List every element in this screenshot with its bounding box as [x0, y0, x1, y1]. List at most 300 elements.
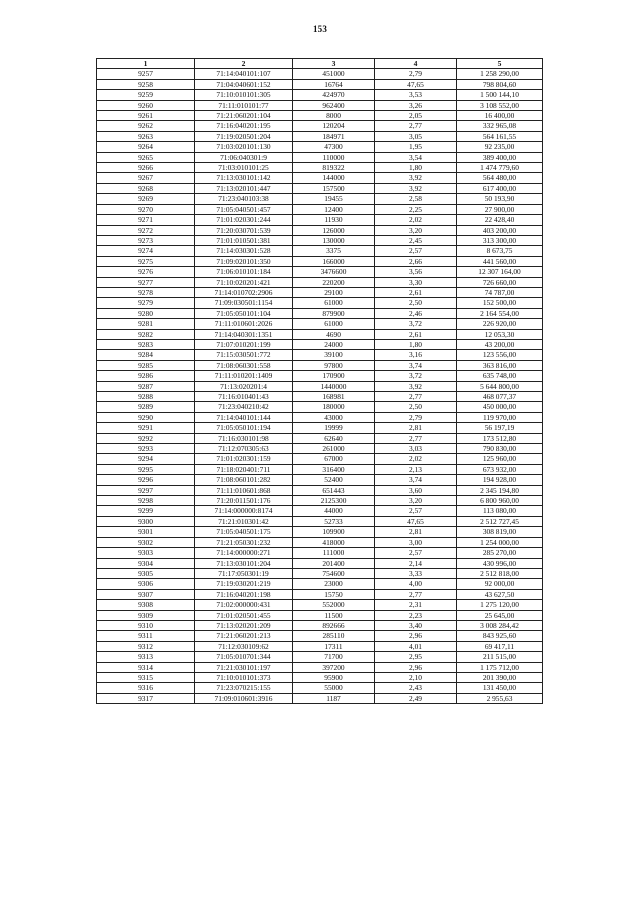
- table-row: [97, 641, 543, 651]
- rate-value: 2,81: [375, 527, 457, 537]
- area-value: 126000: [293, 225, 375, 235]
- area-value: 168981: [293, 392, 375, 402]
- table-body: [97, 69, 543, 704]
- cadastral-number: 71:06:040301:9: [195, 152, 293, 162]
- table-row: [97, 672, 543, 682]
- table-row: [97, 548, 543, 558]
- amount-value: 2 512 818,00: [457, 568, 543, 578]
- row-number: 9277: [97, 277, 195, 287]
- rate-value: 47,65: [375, 516, 457, 526]
- table-row: [97, 131, 543, 141]
- row-number: 9295: [97, 464, 195, 474]
- rate-value: 3,33: [375, 568, 457, 578]
- area-value: 23000: [293, 579, 375, 589]
- table-row: [97, 433, 543, 443]
- table-row: [97, 329, 543, 339]
- rate-value: 2,57: [375, 246, 457, 256]
- cadastral-number: 71:01:020301:244: [195, 215, 293, 225]
- amount-value: 125 960,00: [457, 454, 543, 464]
- row-number: 9266: [97, 163, 195, 173]
- table-header: [97, 59, 543, 69]
- table-row: [97, 381, 543, 391]
- rate-value: 3,05: [375, 131, 457, 141]
- amount-value: 1 254 000,00: [457, 537, 543, 547]
- row-number: 9262: [97, 121, 195, 131]
- amount-value: 74 787,00: [457, 287, 543, 297]
- area-value: 144000: [293, 173, 375, 183]
- amount-value: 6 800 960,00: [457, 496, 543, 506]
- row-number: 9291: [97, 423, 195, 433]
- header-row: [97, 59, 543, 69]
- table-row: [97, 423, 543, 433]
- row-number: 9281: [97, 319, 195, 329]
- amount-value: 211 515,00: [457, 652, 543, 662]
- table-row: [97, 589, 543, 599]
- cadastral-number: 71:12:030109:62: [195, 641, 293, 651]
- cadastral-number: 71:05:010701:344: [195, 652, 293, 662]
- rate-value: 2,45: [375, 235, 457, 245]
- cadastral-number: 71:19:030201:219: [195, 579, 293, 589]
- table-row: [97, 600, 543, 610]
- area-value: 201400: [293, 558, 375, 568]
- row-number: 9302: [97, 537, 195, 547]
- cadastral-number: 71:03:010101:25: [195, 163, 293, 173]
- rate-value: 2,02: [375, 215, 457, 225]
- amount-value: 152 500,00: [457, 298, 543, 308]
- cadastral-number: 71:16:040201:195: [195, 121, 293, 131]
- cadastral-number: 71:15:030501:772: [195, 350, 293, 360]
- amount-value: 56 197,19: [457, 423, 543, 433]
- table-row: [97, 412, 543, 422]
- area-value: 651443: [293, 485, 375, 495]
- area-value: 8000: [293, 111, 375, 121]
- amount-value: 92 235,00: [457, 142, 543, 152]
- rate-value: 2,95: [375, 652, 457, 662]
- row-number: 9290: [97, 412, 195, 422]
- cadastral-number: 71:05:040501:175: [195, 527, 293, 537]
- amount-value: 50 193,90: [457, 194, 543, 204]
- rate-value: 3,16: [375, 350, 457, 360]
- amount-value: 43 627,50: [457, 589, 543, 599]
- table-row: [97, 620, 543, 630]
- amount-value: 564 161,55: [457, 131, 543, 141]
- cadastral-number: 71:01:020301:159: [195, 454, 293, 464]
- cadastral-number: 71:05:050101:104: [195, 308, 293, 318]
- row-number: 9259: [97, 90, 195, 100]
- rate-value: 2,79: [375, 412, 457, 422]
- cadastral-number: 71:01:010501:381: [195, 235, 293, 245]
- rate-value: 2,79: [375, 69, 457, 79]
- amount-value: 2 345 194,80: [457, 485, 543, 495]
- row-number: 9271: [97, 215, 195, 225]
- amount-value: 16 400,00: [457, 111, 543, 121]
- column-header-3: 3: [293, 59, 375, 69]
- amount-value: 2 512 727,45: [457, 516, 543, 526]
- row-number: 9280: [97, 308, 195, 318]
- row-number: 9270: [97, 204, 195, 214]
- area-value: 1187: [293, 693, 375, 703]
- rate-value: 3,92: [375, 381, 457, 391]
- cadastral-number: 71:09:020101:350: [195, 256, 293, 266]
- table-row: [97, 183, 543, 193]
- rate-value: 3,03: [375, 444, 457, 454]
- area-value: 397200: [293, 662, 375, 672]
- amount-value: 468 077,37: [457, 392, 543, 402]
- row-number: 9317: [97, 693, 195, 703]
- row-number: 9286: [97, 371, 195, 381]
- row-number: 9278: [97, 287, 195, 297]
- row-number: 9279: [97, 298, 195, 308]
- cadastral-number: 71:23:070215:155: [195, 683, 293, 693]
- row-number: 9267: [97, 173, 195, 183]
- row-number: 9308: [97, 600, 195, 610]
- rate-value: 3,60: [375, 485, 457, 495]
- amount-value: 25 645,00: [457, 610, 543, 620]
- row-number: 9298: [97, 496, 195, 506]
- rate-value: 1,80: [375, 163, 457, 173]
- rate-value: 2,43: [375, 683, 457, 693]
- row-number: 9282: [97, 329, 195, 339]
- cadastral-number: 71:19:020501:204: [195, 131, 293, 141]
- cadastral-number: 71:13:020101:447: [195, 183, 293, 193]
- cadastral-number: 71:03:020101:130: [195, 142, 293, 152]
- amount-value: 1 258 290,00: [457, 69, 543, 79]
- rate-value: 3,92: [375, 173, 457, 183]
- cadastral-number: 71:11:010601:868: [195, 485, 293, 495]
- rate-value: 4,01: [375, 641, 457, 651]
- amount-value: 673 932,00: [457, 464, 543, 474]
- table-row: [97, 267, 543, 277]
- area-value: 418000: [293, 537, 375, 547]
- table-row: [97, 277, 543, 287]
- area-value: 19455: [293, 194, 375, 204]
- cadastral-number: 71:14:030301:528: [195, 246, 293, 256]
- amount-value: 450 000,00: [457, 402, 543, 412]
- row-number: 9260: [97, 100, 195, 110]
- amount-value: 5 644 800,00: [457, 381, 543, 391]
- cadastral-number: 71:14:040301:1351: [195, 329, 293, 339]
- cadastral-number: 71:13:030101:204: [195, 558, 293, 568]
- cadastral-number: 71:10:010101:305: [195, 90, 293, 100]
- rate-value: 2,13: [375, 464, 457, 474]
- area-value: 184971: [293, 131, 375, 141]
- rate-value: 2,77: [375, 121, 457, 131]
- cadastral-number: 71:07:010201:199: [195, 339, 293, 349]
- row-number: 9269: [97, 194, 195, 204]
- row-number: 9305: [97, 568, 195, 578]
- area-value: 1440000: [293, 381, 375, 391]
- amount-value: 43 200,00: [457, 339, 543, 349]
- area-value: 879900: [293, 308, 375, 318]
- rate-value: 2,49: [375, 693, 457, 703]
- table-row: [97, 235, 543, 245]
- cadastral-number: 71:10:010101:373: [195, 672, 293, 682]
- table-row: [97, 506, 543, 516]
- amount-value: 843 925,60: [457, 631, 543, 641]
- rate-value: 2,61: [375, 329, 457, 339]
- table-row: [97, 194, 543, 204]
- table-row: [97, 163, 543, 173]
- amount-value: 1 175 712,00: [457, 662, 543, 672]
- table-row: [97, 350, 543, 360]
- amount-value: 3 108 552,00: [457, 100, 543, 110]
- amount-value: 790 830,00: [457, 444, 543, 454]
- amount-value: 285 270,00: [457, 548, 543, 558]
- rate-value: 2,46: [375, 308, 457, 318]
- area-value: 110000: [293, 152, 375, 162]
- row-number: 9311: [97, 631, 195, 641]
- cadastral-number: 71:20:030701:539: [195, 225, 293, 235]
- table-row: [97, 610, 543, 620]
- column-header-2: 2: [195, 59, 293, 69]
- rate-value: 3,72: [375, 371, 457, 381]
- table-row: [97, 527, 543, 537]
- rate-value: 3,74: [375, 475, 457, 485]
- area-value: 97800: [293, 360, 375, 370]
- amount-value: 403 200,00: [457, 225, 543, 235]
- area-value: 52733: [293, 516, 375, 526]
- rate-value: 47,65: [375, 79, 457, 89]
- area-value: 3375: [293, 246, 375, 256]
- rate-value: 2,77: [375, 392, 457, 402]
- table-row: [97, 631, 543, 641]
- rate-value: 2,81: [375, 423, 457, 433]
- row-number: 9285: [97, 360, 195, 370]
- cadastral-number: 71:08:060101:282: [195, 475, 293, 485]
- table-row: [97, 90, 543, 100]
- rate-value: 2,14: [375, 558, 457, 568]
- table-row: [97, 121, 543, 131]
- rate-value: 2,25: [375, 204, 457, 214]
- rate-value: 2,66: [375, 256, 457, 266]
- area-value: 61000: [293, 298, 375, 308]
- area-value: 2125300: [293, 496, 375, 506]
- rate-value: 3,20: [375, 496, 457, 506]
- rate-value: 2,02: [375, 454, 457, 464]
- row-number: 9289: [97, 402, 195, 412]
- cadastral-number: 71:11:010101:77: [195, 100, 293, 110]
- area-value: 819322: [293, 163, 375, 173]
- table-row: [97, 485, 543, 495]
- row-number: 9283: [97, 339, 195, 349]
- row-number: 9296: [97, 475, 195, 485]
- row-number: 9313: [97, 652, 195, 662]
- amount-value: 194 928,00: [457, 475, 543, 485]
- amount-value: 798 804,60: [457, 79, 543, 89]
- cadastral-number: 71:11:010201:1409: [195, 371, 293, 381]
- amount-value: 8 673,75: [457, 246, 543, 256]
- area-value: 754600: [293, 568, 375, 578]
- rate-value: 4,00: [375, 579, 457, 589]
- rate-value: 2,77: [375, 589, 457, 599]
- table-row: [97, 298, 543, 308]
- table-row: [97, 225, 543, 235]
- table-row: [97, 683, 543, 693]
- area-value: 316400: [293, 464, 375, 474]
- cadastral-number: 71:21:010301:42: [195, 516, 293, 526]
- area-value: 24000: [293, 339, 375, 349]
- row-number: 9312: [97, 641, 195, 651]
- area-value: 67000: [293, 454, 375, 464]
- cadastral-number: 71:02:000000:431: [195, 600, 293, 610]
- row-number: 9265: [97, 152, 195, 162]
- cadastral-number: 71:13:020201:209: [195, 620, 293, 630]
- amount-value: 92 000,00: [457, 579, 543, 589]
- row-number: 9274: [97, 246, 195, 256]
- row-number: 9303: [97, 548, 195, 558]
- row-number: 9306: [97, 579, 195, 589]
- cadastral-number: 71:14:000000:271: [195, 548, 293, 558]
- amount-value: 113 080,00: [457, 506, 543, 516]
- cadastral-number: 71:14:040101:144: [195, 412, 293, 422]
- area-value: 220200: [293, 277, 375, 287]
- row-number: 9297: [97, 485, 195, 495]
- area-value: 120204: [293, 121, 375, 131]
- area-value: 3476600: [293, 267, 375, 277]
- area-value: 11930: [293, 215, 375, 225]
- amount-value: 363 816,00: [457, 360, 543, 370]
- page-number: 153: [312, 24, 328, 34]
- amount-value: 2 164 554,00: [457, 308, 543, 318]
- area-value: 157500: [293, 183, 375, 193]
- table-row: [97, 339, 543, 349]
- table-row: [97, 496, 543, 506]
- rate-value: 2,50: [375, 298, 457, 308]
- row-number: 9268: [97, 183, 195, 193]
- row-number: 9284: [97, 350, 195, 360]
- amount-value: 617 400,00: [457, 183, 543, 193]
- cadastral-number: 71:14:000000:8174: [195, 506, 293, 516]
- cadastral-number: 71:05:040501:457: [195, 204, 293, 214]
- row-number: 9299: [97, 506, 195, 516]
- cadastral-number: 71:16:010401:43: [195, 392, 293, 402]
- cadastral-number: 71:11:010601:2026: [195, 319, 293, 329]
- area-value: 16764: [293, 79, 375, 89]
- area-value: 962400: [293, 100, 375, 110]
- area-value: 261000: [293, 444, 375, 454]
- cadastral-number: 71:21:050301:232: [195, 537, 293, 547]
- table-row: [97, 215, 543, 225]
- cadastral-number: 71:17:050301:19: [195, 568, 293, 578]
- amount-value: 564 480,00: [457, 173, 543, 183]
- rate-value: 3,00: [375, 537, 457, 547]
- amount-value: 226 920,00: [457, 319, 543, 329]
- row-number: 9294: [97, 454, 195, 464]
- rate-value: 3,30: [375, 277, 457, 287]
- cadastral-number: 71:21:060201:104: [195, 111, 293, 121]
- area-value: 71700: [293, 652, 375, 662]
- area-value: 111000: [293, 548, 375, 558]
- cadastral-number: 71:10:020201:421: [195, 277, 293, 287]
- rate-value: 2,96: [375, 631, 457, 641]
- amount-value: 726 660,00: [457, 277, 543, 287]
- row-number: 9264: [97, 142, 195, 152]
- cadastral-number: 71:14:040101:107: [195, 69, 293, 79]
- table-row: [97, 402, 543, 412]
- cadastral-number: 71:16:040201:198: [195, 589, 293, 599]
- amount-value: 2 955,63: [457, 693, 543, 703]
- rate-value: 3,53: [375, 90, 457, 100]
- table-row: [97, 152, 543, 162]
- area-value: 170900: [293, 371, 375, 381]
- table-row: [97, 79, 543, 89]
- cadastral-number: 71:06:010101:184: [195, 267, 293, 277]
- amount-value: 131 450,00: [457, 683, 543, 693]
- area-value: 39100: [293, 350, 375, 360]
- table-row: [97, 204, 543, 214]
- data-table: [96, 58, 543, 704]
- row-number: 9273: [97, 235, 195, 245]
- cadastral-number: 71:04:040601:152: [195, 79, 293, 89]
- table-row: [97, 319, 543, 329]
- amount-value: 430 996,00: [457, 558, 543, 568]
- cadastral-number: 71:23:040103:38: [195, 194, 293, 204]
- amount-value: 1 275 120,00: [457, 600, 543, 610]
- table-row: [97, 173, 543, 183]
- row-number: 9316: [97, 683, 195, 693]
- row-number: 9307: [97, 589, 195, 599]
- row-number: 9257: [97, 69, 195, 79]
- rate-value: 3,26: [375, 100, 457, 110]
- rate-value: 3,54: [375, 152, 457, 162]
- area-value: 285110: [293, 631, 375, 641]
- area-value: 130000: [293, 235, 375, 245]
- row-number: 9263: [97, 131, 195, 141]
- area-value: 180000: [293, 402, 375, 412]
- amount-value: 201 390,00: [457, 672, 543, 682]
- table-row: [97, 652, 543, 662]
- table-row: [97, 256, 543, 266]
- table-row: [97, 558, 543, 568]
- amount-value: 441 560,00: [457, 256, 543, 266]
- rate-value: 2,58: [375, 194, 457, 204]
- table-row: [97, 246, 543, 256]
- rate-value: 2,50: [375, 402, 457, 412]
- cadastral-number: 71:01:020501:455: [195, 610, 293, 620]
- area-value: 4690: [293, 329, 375, 339]
- table-row: [97, 111, 543, 121]
- cadastral-number: 71:21:030101:197: [195, 662, 293, 672]
- area-value: 109900: [293, 527, 375, 537]
- table-row: [97, 287, 543, 297]
- rate-value: 2,61: [375, 287, 457, 297]
- rate-value: 2,57: [375, 548, 457, 558]
- row-number: 9304: [97, 558, 195, 568]
- rate-value: 3,20: [375, 225, 457, 235]
- rate-value: 1,95: [375, 142, 457, 152]
- area-value: 47300: [293, 142, 375, 152]
- row-number: 9258: [97, 79, 195, 89]
- table-row: [97, 454, 543, 464]
- table-row: [97, 662, 543, 672]
- amount-value: 69 417,11: [457, 641, 543, 651]
- row-number: 9310: [97, 620, 195, 630]
- cadastral-number: 71:09:030501:1154: [195, 298, 293, 308]
- amount-value: 123 556,00: [457, 350, 543, 360]
- amount-value: 313 300,00: [457, 235, 543, 245]
- rate-value: 3,72: [375, 319, 457, 329]
- area-value: 43000: [293, 412, 375, 422]
- row-number: 9293: [97, 444, 195, 454]
- amount-value: 119 970,00: [457, 412, 543, 422]
- area-value: 424970: [293, 90, 375, 100]
- rate-value: 3,56: [375, 267, 457, 277]
- area-value: 892666: [293, 620, 375, 630]
- cadastral-number: 71:08:060301:558: [195, 360, 293, 370]
- amount-value: 1 474 779,60: [457, 163, 543, 173]
- rate-value: 2,31: [375, 600, 457, 610]
- cadastral-number: 71:14:010702:2906: [195, 287, 293, 297]
